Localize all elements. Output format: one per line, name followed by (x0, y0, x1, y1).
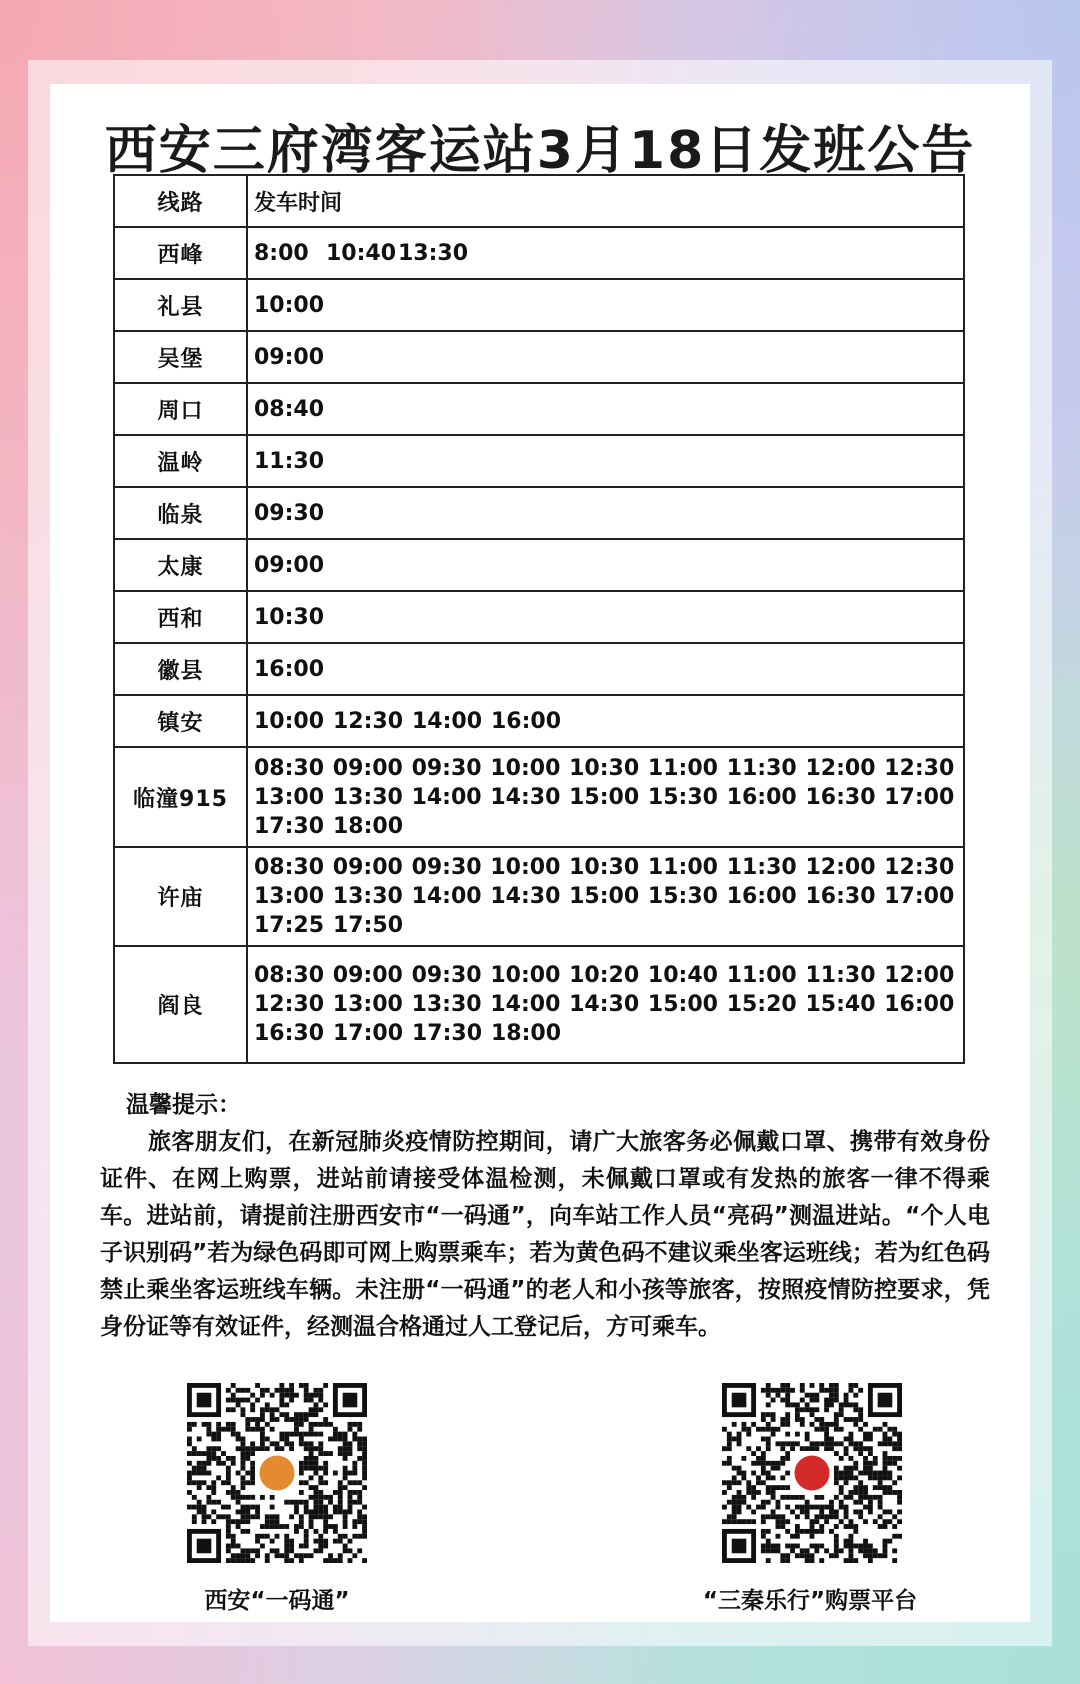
departure-times (247, 946, 964, 1063)
departure-times (247, 279, 964, 331)
departure-time: 12:30 (254, 992, 325, 1017)
departure-time: 15:00 (647, 992, 718, 1017)
departure-time: 15:00 (569, 884, 640, 909)
departure-time: 09:00 (332, 963, 403, 988)
departure-time: 12:00 (805, 855, 876, 880)
departure-time: 08:40 (254, 396, 325, 422)
departure-time: 17:30 (412, 1021, 483, 1046)
departure-time: 12:30 (333, 708, 404, 734)
departure-time: 11:00 (647, 855, 718, 880)
route-name: 徽县 (114, 643, 247, 695)
departure-time: 08:30 (254, 963, 325, 988)
table-row (114, 539, 964, 591)
departure-time: 17:25 (254, 913, 325, 938)
table-row (114, 279, 964, 331)
departure-time: 17:00 (884, 784, 955, 810)
departure-time: 15:00 (569, 784, 640, 810)
qr-label-sanqin: “三秦乐行”购票平台 (702, 1588, 918, 1614)
table-row (114, 643, 964, 695)
departure-time: 17:30 (254, 813, 325, 839)
time-line (254, 239, 963, 268)
table-row (114, 946, 964, 1063)
departure-time: 09:30 (254, 500, 325, 526)
departure-time: 11:30 (726, 855, 797, 880)
departure-time: 14:30 (490, 784, 561, 810)
departure-time: 10:30 (569, 855, 640, 880)
time-line (254, 882, 963, 911)
departure-time: 11:00 (647, 755, 718, 781)
departure-time: 10:00 (490, 855, 561, 880)
notice-section (100, 1087, 990, 1346)
qr-code-icon[interactable] (722, 1383, 902, 1563)
qr-label-yimatong: 西安“一码通” (204, 1588, 350, 1614)
route-name: 周口 (114, 383, 247, 435)
time-line (254, 853, 963, 882)
table-row (114, 435, 964, 487)
departure-time: 15:30 (647, 884, 718, 909)
departure-time: 10:00 (254, 292, 325, 318)
departure-time: 08:30 (254, 755, 325, 781)
departure-time: 09:00 (332, 855, 403, 880)
time-line (254, 499, 963, 528)
departure-time: 16:30 (805, 884, 876, 909)
departure-time: 14:00 (490, 992, 561, 1017)
route-name: 阎良 (114, 946, 247, 1063)
table-header-row (114, 175, 964, 227)
departure-time: 10:00 (254, 708, 325, 734)
departure-time: 09:00 (254, 552, 325, 578)
departure-time: 11:30 (726, 755, 797, 781)
departure-times (247, 643, 964, 695)
time-line (254, 343, 963, 372)
time-line (254, 551, 963, 580)
departure-time: 8:00 (254, 240, 309, 266)
departure-time: 12:00 (884, 963, 955, 988)
route-name: 温岭 (114, 435, 247, 487)
departure-time: 18:00 (491, 1021, 562, 1046)
qr-code-icon[interactable] (187, 1383, 367, 1563)
route-name: 许庙 (114, 847, 247, 946)
departure-times (247, 847, 964, 946)
route-name: 镇安 (114, 695, 247, 747)
departure-times (247, 383, 964, 435)
departure-time: 13:00 (254, 884, 325, 909)
departure-time: 16:00 (884, 992, 955, 1017)
table-row (114, 331, 964, 383)
departure-time: 10:20 (569, 963, 640, 988)
departure-time: 14:00 (412, 708, 483, 734)
departure-times (247, 331, 964, 383)
route-name: 太康 (114, 539, 247, 591)
departure-times (247, 435, 964, 487)
departure-time: 16:30 (805, 784, 876, 810)
departure-time: 10:30 (569, 755, 640, 781)
table-row (114, 847, 964, 946)
departure-time: 09:00 (254, 344, 325, 370)
departure-times (247, 227, 964, 279)
table-row (114, 591, 964, 643)
time-line (254, 911, 963, 940)
departure-time: 14:00 (411, 784, 482, 810)
departure-time: 15:20 (726, 992, 797, 1017)
notice-body: 旅客朋友们，在新冠肺炎疫情防控期间，请广大旅客务必佩戴口罩、携带有效身份证件、在网上购票，进站前请接受体温检测，未佩戴口罩或有发热的旅客一律不得乘车。进站前，请提前注册西安市“一码通”，向车站工作人员“亮码”测温进站。“个人电子识别码”若为绿色码即可网上购票乘车；若为黄色码不建议乘坐客运班线；若为红色码禁止乘坐客运班线车辆。未注册“一码通”的老人和小孩等旅客，按照疫情防控要求，凭身份证等有效证件，经测温合格通过人工登记后，方可乘车。 (100, 1129, 990, 1340)
time-line (254, 1019, 963, 1048)
schedule-table (113, 174, 965, 1064)
departure-time: 17:00 (884, 884, 955, 909)
departure-time: 13:30 (332, 884, 403, 909)
departure-time: 11:30 (254, 448, 325, 474)
time-line (254, 961, 963, 990)
route-name: 临泉 (114, 487, 247, 539)
departure-time: 09:30 (411, 963, 482, 988)
departure-time: 16:00 (491, 708, 562, 734)
time-line (254, 447, 963, 476)
route-name: 临潼915 (114, 747, 247, 847)
departure-time: 10:30 (254, 604, 325, 630)
route-name: 礼县 (114, 279, 247, 331)
departure-time: 10:00 (490, 755, 561, 781)
table-row (114, 747, 964, 847)
route-name: 吴堡 (114, 331, 247, 383)
departure-time: 18:00 (333, 813, 404, 839)
table-row (114, 227, 964, 279)
departure-time: 14:00 (411, 884, 482, 909)
departure-time: 10:00 (490, 963, 561, 988)
header-departure-time: 发车时间 (247, 175, 964, 227)
departure-time: 17:00 (333, 1021, 404, 1046)
route-name: 西峰 (114, 227, 247, 279)
departure-time: 15:30 (647, 784, 718, 810)
time-line (254, 291, 963, 320)
departure-times (247, 539, 964, 591)
time-line (254, 655, 963, 684)
departure-time: 12:00 (805, 755, 876, 781)
departure-time: 12:30 (884, 755, 955, 781)
time-line (254, 783, 963, 812)
departure-time: 13:30 (398, 240, 469, 266)
departure-time: 16:30 (254, 1021, 325, 1046)
departure-time: 09:00 (332, 755, 403, 781)
time-line (254, 395, 963, 424)
table-row (114, 695, 964, 747)
time-line (254, 812, 963, 841)
time-line (254, 603, 963, 632)
departure-time: 13:30 (332, 784, 403, 810)
departure-times (247, 591, 964, 643)
departure-times (247, 695, 964, 747)
departure-time: 12:30 (884, 855, 955, 880)
page-title: 西安三府湾客运站3月18日发班公告 (104, 121, 976, 181)
departure-time: 11:00 (726, 963, 797, 988)
time-line (254, 990, 963, 1019)
departure-time: 16:00 (726, 884, 797, 909)
table-row (114, 383, 964, 435)
time-line (254, 754, 963, 783)
route-name: 西和 (114, 591, 247, 643)
departure-time: 10:40 (326, 240, 397, 266)
departure-time: 09:30 (411, 755, 482, 781)
departure-time: 15:40 (805, 992, 876, 1017)
departure-time: 09:30 (411, 855, 482, 880)
departure-time: 17:50 (333, 913, 404, 938)
departure-time: 16:00 (726, 784, 797, 810)
departure-time: 10:40 (647, 963, 718, 988)
departure-time: 14:30 (490, 884, 561, 909)
departure-time: 13:00 (254, 784, 325, 810)
header-route: 线路 (114, 175, 247, 227)
departure-time: 13:00 (332, 992, 403, 1017)
departure-times (247, 487, 964, 539)
time-line (254, 707, 963, 736)
departure-time: 08:30 (254, 855, 325, 880)
departure-time: 16:00 (254, 656, 325, 682)
table-row (114, 487, 964, 539)
departure-time: 13:30 (411, 992, 482, 1017)
departure-times (247, 747, 964, 847)
notice-heading: 温馨提示： (126, 1092, 241, 1118)
departure-time: 14:30 (569, 992, 640, 1017)
departure-time: 11:30 (805, 963, 876, 988)
